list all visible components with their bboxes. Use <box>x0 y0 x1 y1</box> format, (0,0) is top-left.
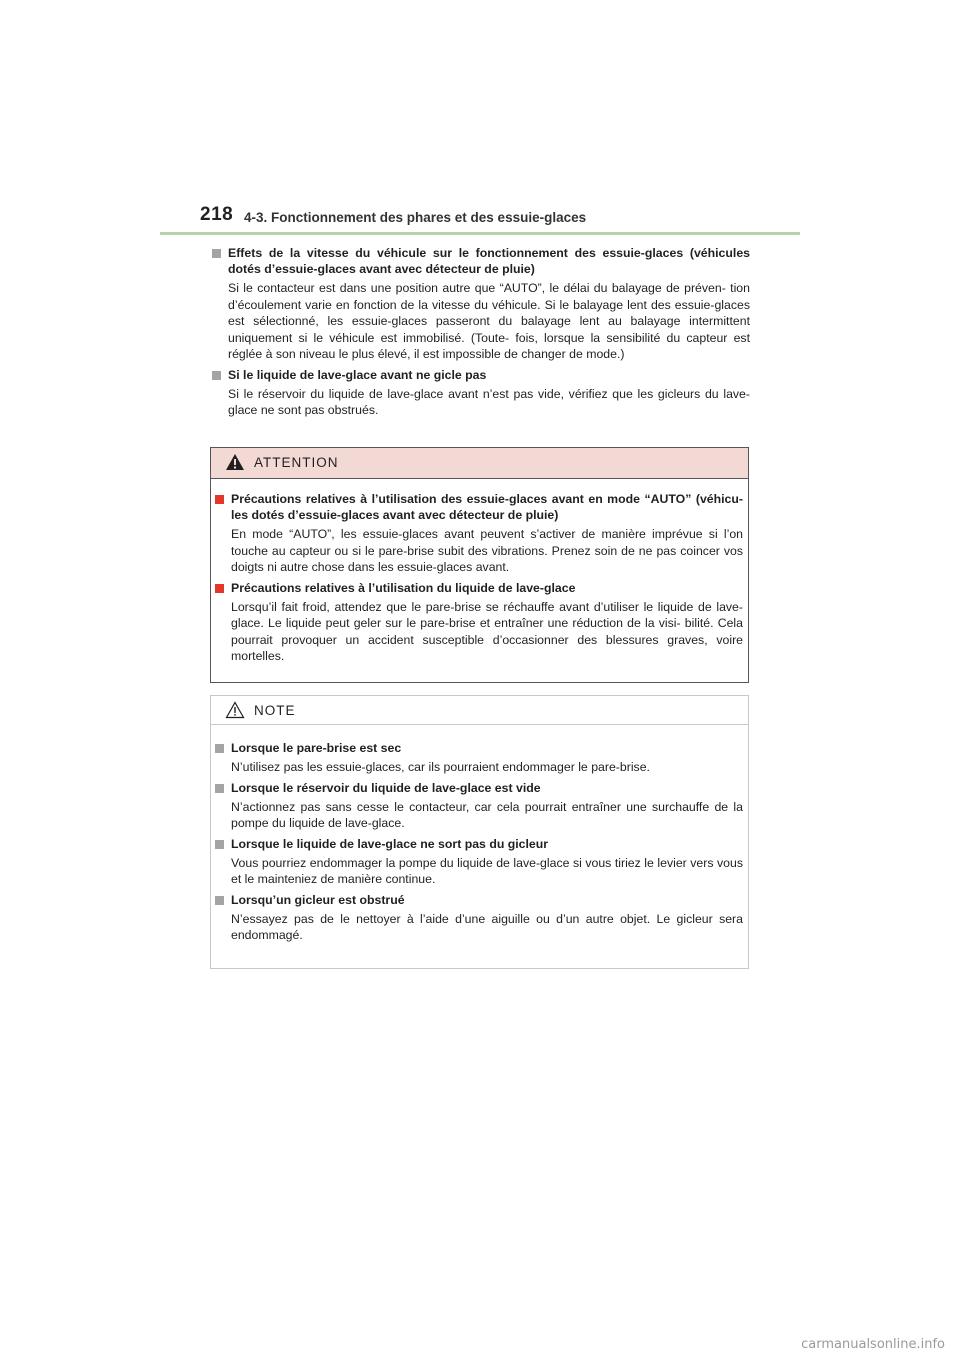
main-content <box>212 243 750 423</box>
note-item-body: N’actionnez pas sans cesse le contacteur, car cela pourrait entraîner une surchauffe de la pompe du liquide de lave-glace. <box>231 799 743 830</box>
attention-box <box>210 447 749 683</box>
page-header <box>160 204 800 235</box>
note-label: NOTE <box>254 703 296 718</box>
square-bullet-icon <box>215 584 224 593</box>
attention-header <box>211 448 748 479</box>
square-bullet-icon <box>215 896 224 905</box>
page-number: 218 <box>200 204 234 225</box>
note-header <box>211 696 748 725</box>
note-item-title: Lorsque le réservoir du liquide de lave-glace est vide <box>215 780 743 796</box>
section-title: Effets de la vitesse du véhicule sur le fonctionnement des essuie-glaces (véhicules dotés d’essuie-glaces avant avec détecteur de pluie) <box>212 245 750 277</box>
note-item-title: Lorsque le pare-brise est sec <box>215 740 743 756</box>
section-title: Si le liquide de lave-glace avant ne gicle pas <box>212 367 750 383</box>
attention-item-body: Lorsqu’il fait froid, attendez que le pare-brise se réchauffe avant d’utiliser le liquide de lave-glace. Le liquide peut geler sur le pare-brise et entraîner une réduction de la visi- bilité. Cela pourrait provoquer un accident susceptible d’occasionner des blessures graves, voire mortelles. <box>231 599 743 663</box>
square-bullet-icon <box>215 744 224 753</box>
watermark: carmanualsonline.info <box>801 1337 945 1352</box>
warning-triangle-outline-icon <box>225 701 245 724</box>
attention-item-title: Précautions relatives à l’utilisation des essuie-glaces avant en mode “AUTO” (véhicu- les dotés d’essuie-glaces avant avec détecteur de pluie) <box>215 491 743 523</box>
note-box <box>210 695 749 969</box>
note-item-body: N’utilisez pas les essuie-glaces, car ils pourraient endommager le pare-brise. <box>231 760 650 774</box>
square-bullet-icon <box>215 495 224 504</box>
note-item-title: Lorsqu’un gicleur est obstrué <box>215 892 743 908</box>
section-body: Si le réservoir du liquide de lave-glace avant n’est pas vide, vérifiez que les gicleurs du lave-glace ne sont pas obstrués. <box>228 386 750 417</box>
note-item-body: N’essayez pas de le nettoyer à l’aide d’une aiguille ou d’un autre objet. Le gicleur sera endommagé. <box>231 911 743 942</box>
square-bullet-icon <box>212 371 221 380</box>
note-item-title: Lorsque le liquide de lave-glace ne sort pas du gicleur <box>215 836 743 852</box>
square-bullet-icon <box>212 249 221 258</box>
note-item-body: Vous pourriez endommager la pompe du liquide de lave-glace si vous tiriez le levier vers vous et le mainteniez de manière continue. <box>231 855 743 886</box>
attention-item-title: Précautions relatives à l’utilisation du liquide de lave-glace <box>215 580 743 596</box>
attention-label: ATTENTION <box>254 455 339 470</box>
square-bullet-icon <box>215 840 224 849</box>
section-body: Si le contacteur est dans une position autre que “AUTO”, le délai du balayage de préven- tion d’écoulement varie en fonction de la vitesse du véhicule. Si le balayage lent des essuie-glaces est sélectionné, les essuie-glaces passeront du balayage lent au balayage intermittent uniquement si le véhicule est immobilisé. (Toute- fois, lorsque la sensibilité du capteur est réglée à son niveau le plus élevé, il est impossible de changer de mode.) <box>228 281 750 361</box>
attention-body <box>215 489 743 669</box>
note-body <box>215 738 743 948</box>
chapter-title: 4-3. Fonctionnement des phares et des essuie-glaces <box>244 210 587 225</box>
square-bullet-icon <box>215 784 224 793</box>
warning-triangle-icon <box>225 453 245 476</box>
attention-item-body: En mode “AUTO”, les essuie-glaces avant peuvent s’activer de manière imprévue si l’on touche au capteur ou si le pare-brise subit des vibrations. Prenez soin de ne pas coincer vos doigts ni autre chose dans les essuie-glaces avant. <box>231 527 743 574</box>
